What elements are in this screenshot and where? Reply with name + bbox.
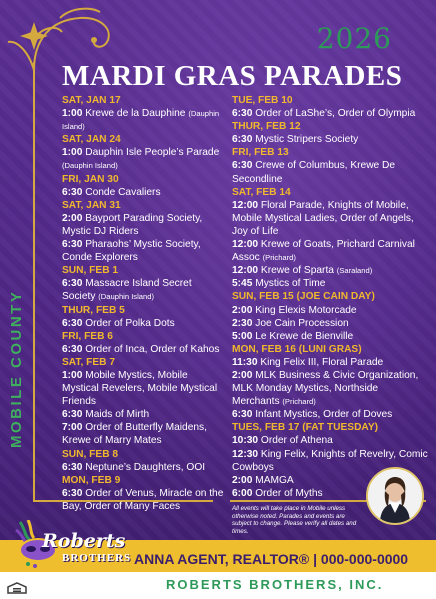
event-name: Order of Myths	[252, 487, 323, 499]
parade-event	[62, 107, 227, 133]
event-time: 6:30	[62, 461, 83, 473]
event-time: 7:00	[62, 422, 83, 434]
event-name: Crewe of Columbus, Krewe De Secondline	[232, 160, 396, 185]
event-time: 12:30	[232, 448, 259, 460]
event-name: Pharaohs’ Mystic Society, Conde Explorers	[62, 239, 201, 264]
event-name: Dauphin Isle People’s Parade	[82, 147, 220, 159]
parade-event	[62, 408, 227, 421]
parade-event	[62, 186, 227, 199]
parade-event	[232, 317, 428, 330]
parade-event	[232, 133, 428, 146]
event-name: Conde Cavaliers	[82, 186, 161, 198]
event-time: 6:30	[62, 317, 83, 329]
event-time: 12:00	[232, 239, 259, 251]
parade-event	[232, 199, 428, 238]
event-time: 6:30	[62, 409, 83, 421]
event-name: Infant Mystics, Order of Doves	[252, 409, 393, 421]
event-name: Neptune’s Daughters, OOI	[82, 461, 206, 473]
parade-event	[232, 277, 428, 290]
parade-event	[232, 356, 428, 369]
schedule-right-column	[232, 94, 428, 500]
event-name: Bayport Parading Society, Mystic DJ Riders	[62, 212, 203, 237]
day-heading: SAT, FEB 7	[62, 356, 116, 368]
event-location: (Dauphin Island)	[62, 109, 220, 132]
event-name: Order of Venus, Miracle on the Bay, Order of Many Faces	[62, 487, 224, 512]
event-name: Mobile Mystics, Mobile Mystical Revelers, Mobile Mystical Friends	[62, 369, 218, 408]
event-time: 5:00	[232, 330, 253, 342]
parade-event	[232, 408, 428, 421]
agent-contact: ANNA AGENT, REALTOR® | 000-000-0000	[134, 551, 409, 567]
schedule-left-column	[62, 94, 227, 513]
event-time: 6:30	[62, 278, 83, 290]
event-name: King Felix, Knights of Revelry, Comic Cowboys	[232, 448, 428, 473]
logo-text-brothers: BROTHERS	[62, 552, 132, 564]
event-location: (Prichard)	[282, 397, 316, 407]
parade-event	[232, 238, 428, 264]
event-time: 2:00	[62, 212, 83, 224]
day-heading: THUR, FEB 12	[232, 121, 301, 133]
event-name: MLK Business & Civic Organization, MLK Monday Mystics, Northside Merchants	[232, 369, 419, 408]
event-time: 1:00	[62, 147, 83, 159]
event-time: 6:30	[62, 186, 83, 198]
day-heading: THUR, FEB 5	[62, 304, 125, 316]
event-name: Order of Butterfly Maidens, Krewe of Marry Mates	[62, 422, 207, 447]
day-heading: FRI, FEB 13	[232, 147, 289, 159]
day-heading: SAT, JAN 17	[62, 95, 121, 106]
parade-event	[232, 264, 428, 277]
day-heading: SUN, FEB 1	[62, 265, 119, 277]
event-name: King Elexis Motorcade	[252, 304, 357, 316]
day-heading: SAT, FEB 14	[232, 186, 291, 198]
parade-event	[62, 421, 227, 447]
event-location: (Dauphin Island)	[62, 161, 118, 171]
side-label-text: MOBILE COUNTY	[8, 289, 25, 448]
event-time: 11:30	[232, 356, 258, 368]
year: 2026	[316, 22, 392, 55]
event-time: 6:30	[62, 239, 83, 251]
event-time: 6:00	[232, 487, 253, 499]
parade-event	[62, 146, 227, 172]
event-time: 12:00	[232, 265, 259, 277]
parade-event	[232, 330, 428, 343]
day-heading: FRI, JAN 30	[62, 173, 119, 185]
event-name: Order of Inca, Order of Kahos	[82, 343, 220, 355]
brand-logo	[12, 520, 130, 582]
day-heading: FRI, FEB 6	[62, 330, 113, 342]
event-name: MAMGA	[252, 474, 294, 486]
day-heading: SUN, FEB 8	[62, 448, 119, 460]
parade-event	[232, 434, 428, 447]
parade-event	[62, 487, 227, 513]
parade-event	[62, 317, 227, 330]
day-heading: MON, FEB 9	[62, 474, 121, 486]
parade-event	[62, 277, 227, 303]
parade-event	[62, 343, 227, 356]
event-time: 6:30	[232, 160, 253, 172]
event-time: 2:00	[232, 474, 253, 486]
day-heading: SUN, FEB 15 (JOE CAIN DAY)	[232, 291, 375, 303]
parade-event	[62, 238, 227, 264]
event-location: (Dauphin Island)	[98, 292, 154, 302]
event-time: 1:00	[62, 369, 83, 381]
parade-event	[62, 369, 227, 408]
event-time: 1:00	[62, 108, 83, 120]
day-heading: SAT, JAN 31	[62, 199, 121, 211]
day-heading: MON, FEB 16 (LUNI GRAS)	[232, 343, 362, 355]
gold-border-vertical	[33, 62, 35, 502]
parade-event	[62, 212, 227, 238]
event-time: 6:30	[232, 108, 253, 120]
event-name: Massacre Island Secret Society	[62, 278, 192, 303]
event-time: 6:30	[232, 409, 253, 421]
event-location: (Prichard)	[262, 253, 296, 263]
event-name: Krewe de la Dauphine	[82, 108, 186, 120]
event-time: 2:00	[232, 304, 253, 316]
event-name: Order of Polka Dots	[82, 317, 175, 329]
parade-event	[62, 461, 227, 474]
event-name: Floral Parade, Knights of Mobile, Mobile Mystical Ladies, Order of Angels, Joy of Life	[232, 199, 414, 237]
parade-event	[232, 304, 428, 317]
logo-text-roberts: Roberts	[42, 530, 126, 552]
side-label	[0, 258, 30, 458]
event-name: Order of Athena	[258, 435, 333, 447]
disclaimer-note: All events will take place in Mobile unless otherwise noted. Parades and events are subject to change. Please verify all dates and times.	[232, 505, 357, 535]
event-time: 6:30	[62, 343, 83, 355]
event-name: Krewe of Goats, Prichard Carnival Assoc	[232, 239, 415, 264]
event-time: 2:00	[232, 369, 253, 381]
day-heading: TUES, FEB 17 (FAT TUESDAY)	[232, 422, 379, 434]
event-time: 5:45	[232, 278, 253, 290]
event-time: 2:30	[232, 317, 253, 329]
day-heading: SAT, JAN 24	[62, 134, 121, 146]
event-name: Maids of Mirth	[82, 409, 150, 421]
parade-event	[232, 107, 428, 120]
parade-event	[232, 369, 428, 408]
event-time: 6:30	[232, 134, 253, 146]
company-name: ROBERTS BROTHERS, INC.	[166, 577, 384, 592]
event-location: (Saraland)	[336, 266, 373, 276]
page-title: MARDI GRAS PARADES	[62, 60, 403, 92]
event-name: Le Krewe de Bienville	[252, 330, 354, 342]
event-time: 10:30	[232, 435, 259, 447]
event-time: 12:00	[232, 199, 259, 211]
event-name: Mystic Stripers Society	[252, 134, 359, 146]
equal-housing-icon	[6, 582, 28, 594]
event-name: King Felix III, Floral Parade	[257, 356, 384, 368]
parade-event	[232, 159, 428, 185]
agent-photo	[366, 467, 424, 525]
event-name: Krewe of Sparta	[258, 265, 334, 277]
event-name: Joe Cain Procession	[252, 317, 349, 329]
event-name: Order of LaShe’s, Order of Olympia	[252, 108, 416, 120]
event-name: Mystics of Time	[252, 278, 326, 290]
event-time: 6:30	[62, 487, 83, 499]
day-heading: TUE, FEB 10	[232, 95, 293, 106]
